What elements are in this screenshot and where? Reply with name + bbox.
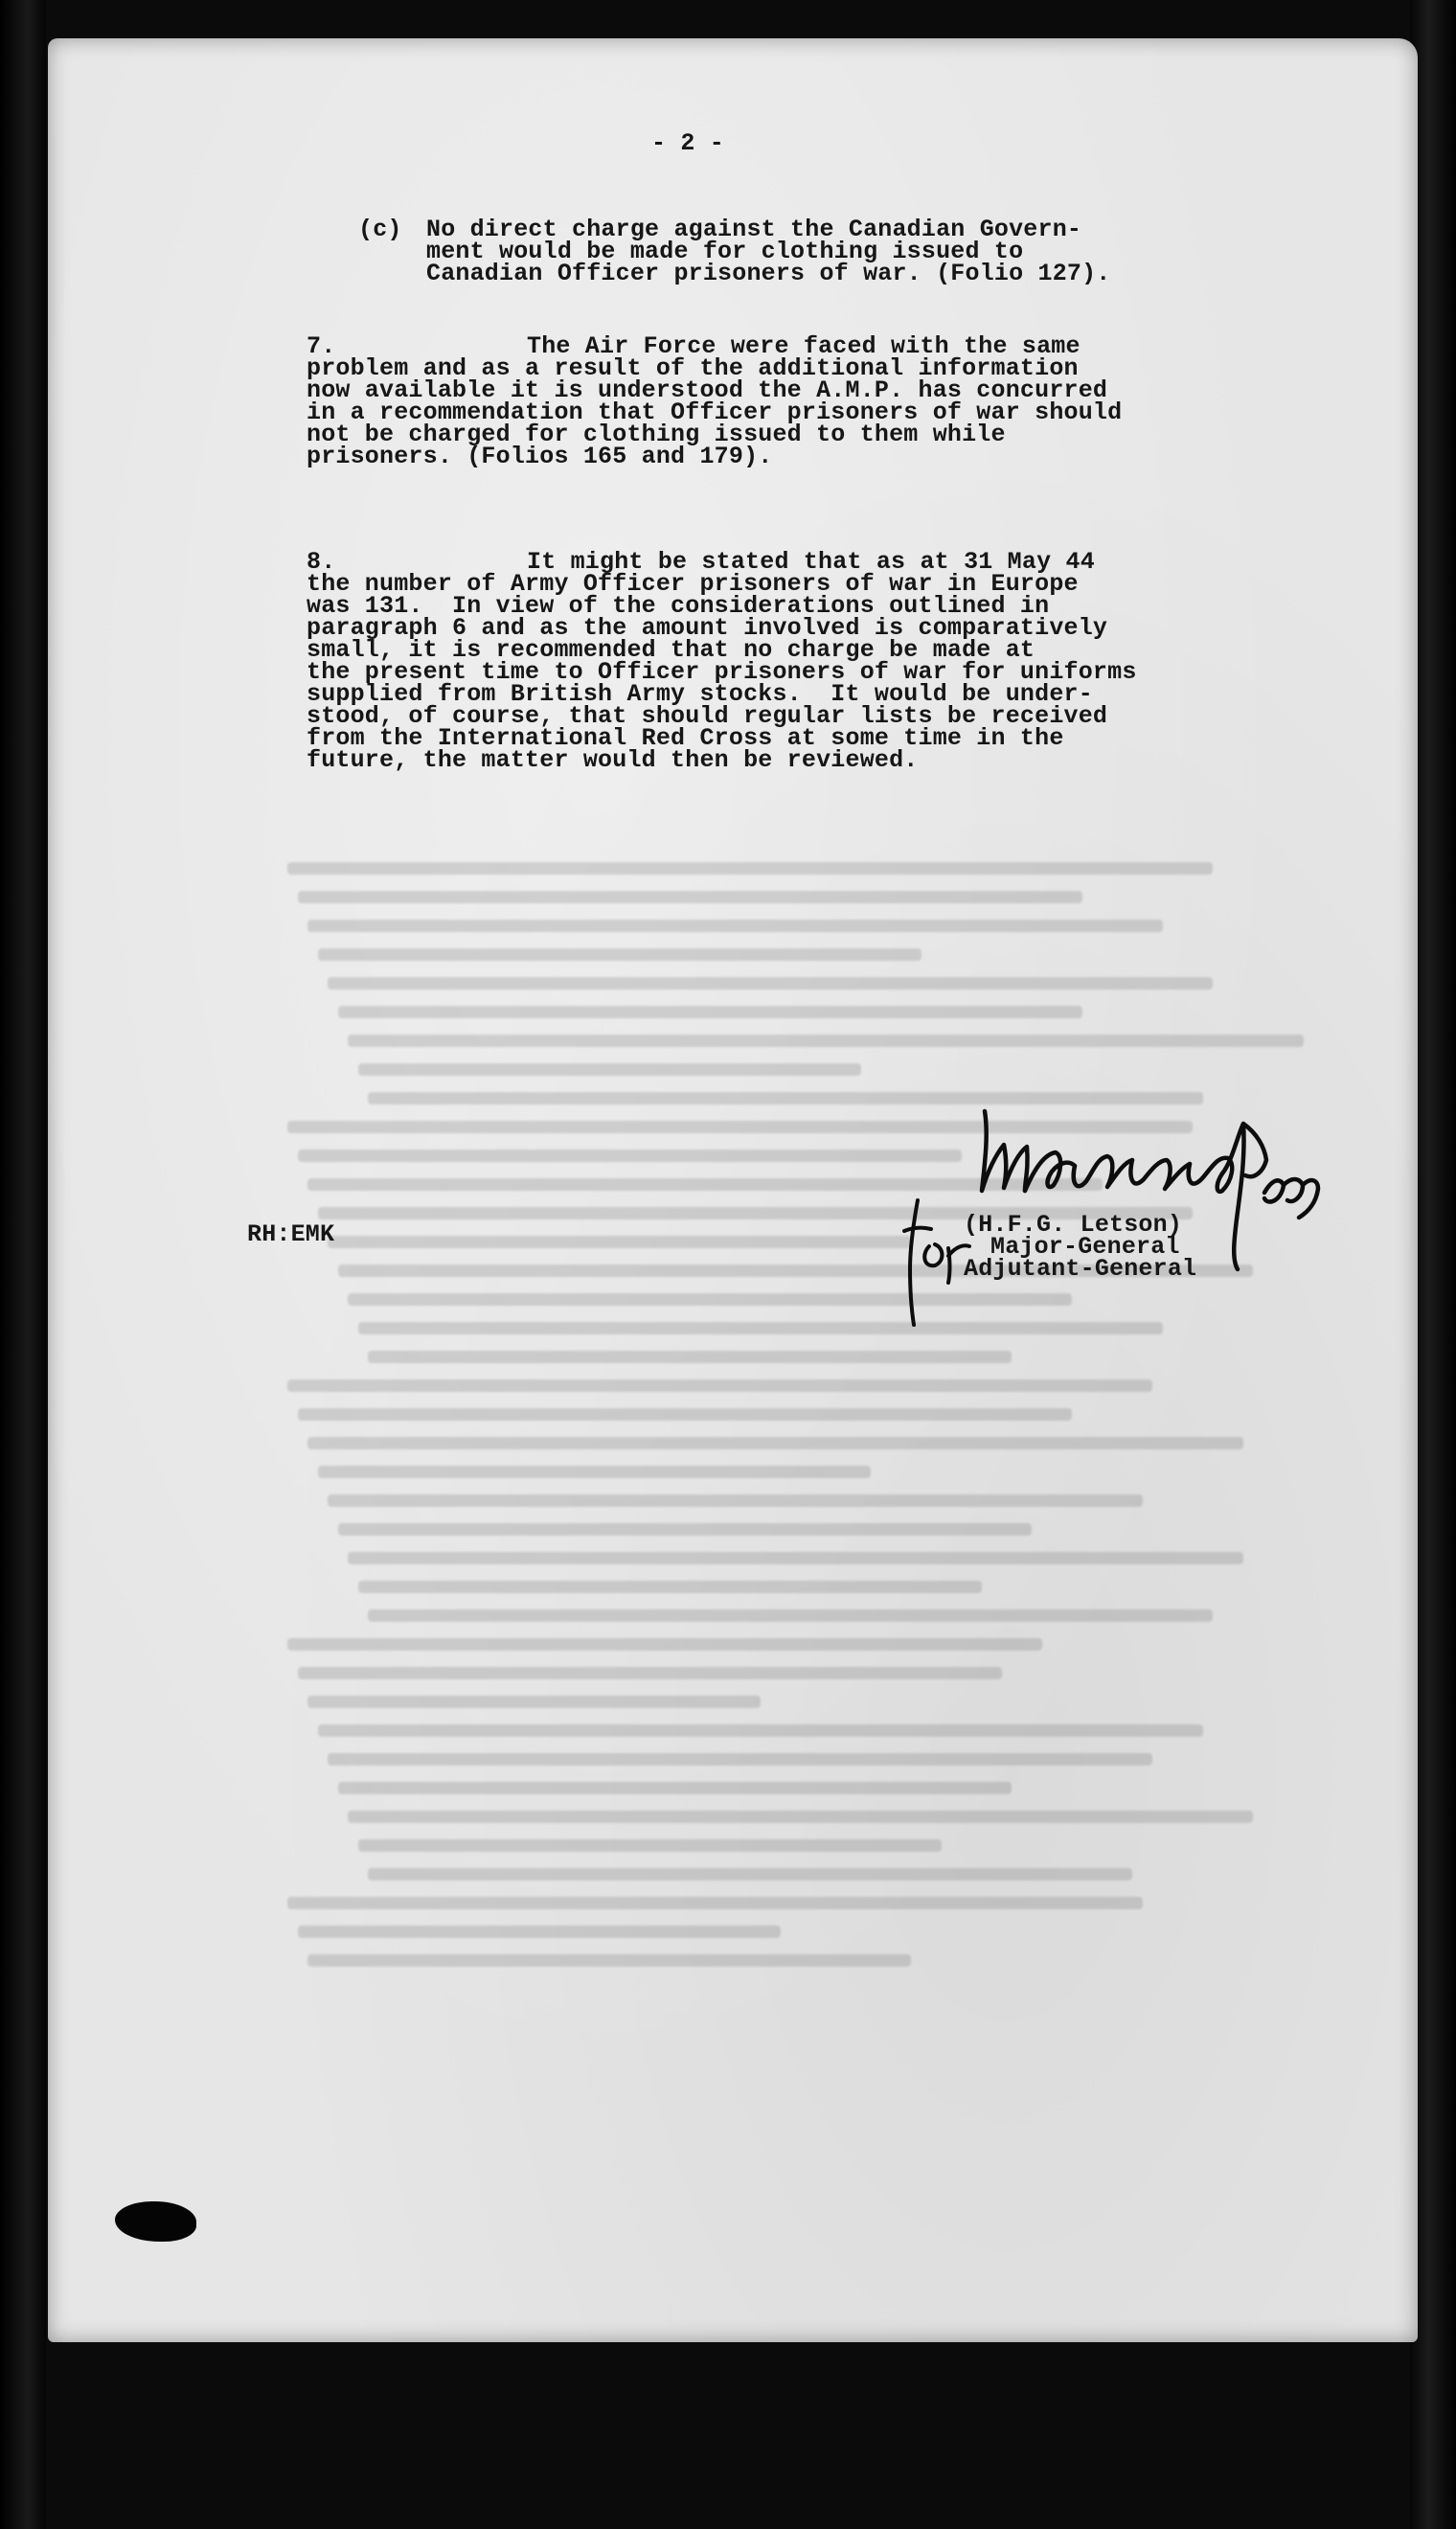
show-through-line: [358, 1581, 982, 1593]
show-through-text: [287, 862, 1293, 2040]
item-c-text: [426, 218, 1111, 285]
show-through-line: [298, 1408, 1073, 1421]
show-through-line: [338, 1523, 1033, 1536]
document-page: [48, 38, 1418, 2342]
signature-text: [964, 1211, 1197, 1283]
show-through-line: [287, 1379, 1152, 1392]
show-through-line: [358, 1839, 942, 1852]
show-through-line: [368, 1609, 1213, 1622]
page-number: - 2 -: [651, 129, 725, 157]
ink-blot: [115, 2201, 196, 2242]
show-through-line: [298, 1667, 1002, 1679]
show-through-line: [287, 1638, 1042, 1651]
show-through-line: [348, 1811, 1253, 1823]
show-through-line: [358, 1063, 861, 1076]
paragraph-7: [307, 332, 1123, 470]
text-line: in a recommendation that Officer prisoners of war should: [307, 399, 1123, 426]
text-line: No direct charge against the Canadian Govern-: [426, 216, 1082, 243]
text-line: paragraph 6 and as the amount involved is comparatively: [307, 614, 1108, 642]
show-through-line: [307, 920, 1163, 932]
show-through-line: [328, 1236, 911, 1248]
paragraph-8: [307, 548, 1137, 774]
text-line: ment would be made for clothing issued to: [426, 238, 1024, 265]
text-line: stood, of course, that should regular lists be received: [307, 702, 1108, 730]
text-line: problem and as a result of the additional information: [307, 354, 1079, 382]
text-line: The Air Force were faced with the same: [527, 332, 1081, 360]
film-edge-left: [0, 0, 46, 2529]
show-through-line: [318, 1466, 872, 1478]
text-line: the number of Army Officer prisoners of war in Europe: [307, 570, 1079, 598]
show-through-line: [338, 1782, 1012, 1794]
text-line: from the International Red Cross at some time in the: [307, 724, 1064, 752]
text-line: small, it is recommended that no charge be made at: [307, 636, 1035, 664]
show-through-line: [328, 1753, 1152, 1766]
signatory-rank: Major-General: [990, 1233, 1180, 1261]
text-line: not be charged for clothing issued to them while: [307, 421, 1006, 448]
text-line: supplied from British Army stocks. It would be under-: [307, 680, 1093, 708]
signature-block: [881, 1078, 1418, 1327]
show-through-line: [298, 891, 1082, 903]
show-through-line: [338, 1006, 1082, 1018]
signatory-name: (H.F.G. Letson): [964, 1211, 1183, 1239]
show-through-line: [307, 1696, 761, 1708]
show-through-line: [348, 1035, 1304, 1047]
show-through-line: [318, 1724, 1203, 1737]
paragraph-number: 7.: [307, 332, 336, 360]
show-through-line: [318, 948, 921, 961]
show-through-line: [368, 1868, 1132, 1880]
text-line: prisoners. (Folios 165 and 179).: [307, 443, 773, 470]
show-through-line: [328, 1494, 1143, 1507]
show-through-line: [307, 1954, 911, 1967]
text-line: the present time to Officer prisoners of war for uniforms: [307, 658, 1137, 686]
show-through-line: [298, 1925, 781, 1938]
paragraph-number: 8.: [307, 548, 336, 576]
text-line: future, the matter would then be reviewed.: [307, 746, 919, 774]
show-through-line: [287, 1897, 1143, 1909]
handwritten-signature: [881, 1078, 1418, 1327]
show-through-line: [298, 1150, 962, 1162]
show-through-line: [287, 862, 1213, 875]
show-through-line: [348, 1552, 1243, 1564]
signatory-title: Adjutant-General: [964, 1255, 1197, 1283]
show-through-line: [307, 1437, 1243, 1449]
text-line: Canadian Officer prisoners of war. (Folio 127).: [426, 260, 1111, 287]
text-line: now available it is understood the A.M.P. has concurred: [307, 376, 1108, 404]
reference-initials: RH:EMK: [247, 1220, 335, 1248]
item-c-marker: (c): [358, 216, 402, 243]
show-through-line: [368, 1351, 1012, 1363]
text-line: It might be stated that as at 31 May 44: [527, 548, 1095, 576]
show-through-line: [328, 977, 1213, 990]
text-line: was 131. In view of the considerations outlined in: [307, 592, 1050, 620]
